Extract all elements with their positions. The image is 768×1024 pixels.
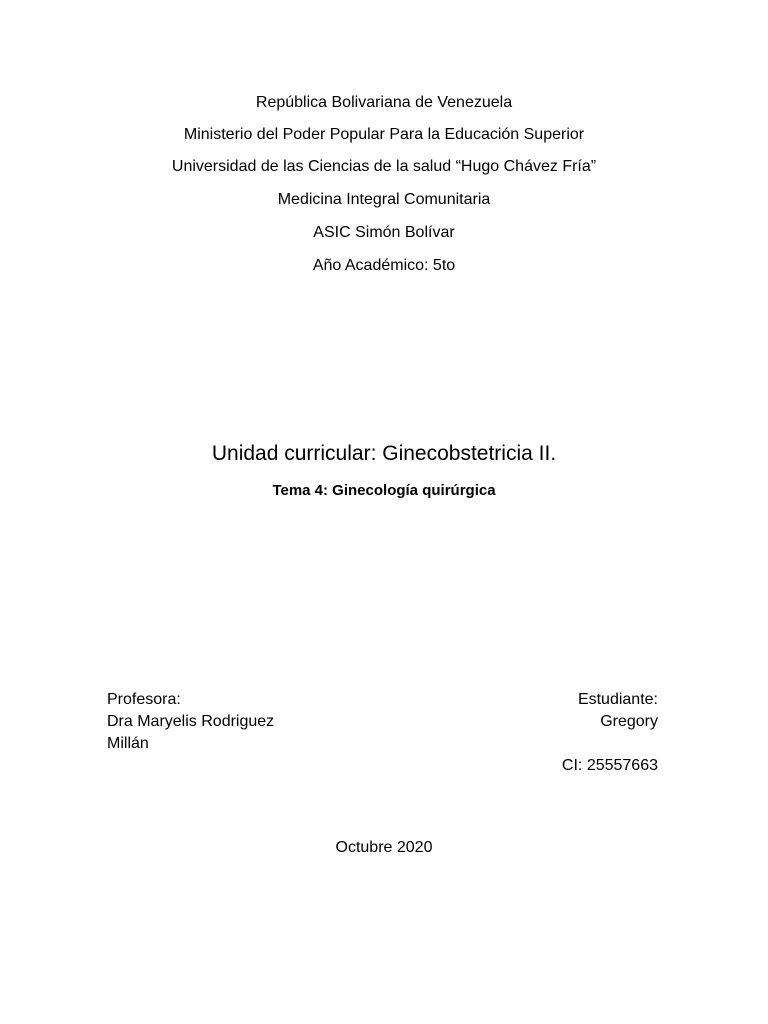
header-asic: ASIC Simón Bolívar [313,224,455,241]
header-academic-year: Año Académico: 5to [312,257,456,274]
professor-label: Profesora: [107,691,181,708]
spacer [562,733,658,755]
header-ministry: Ministerio del Poder Popular Para la Educación Superior [183,126,585,143]
professor-block [107,689,274,755]
student-block [562,689,658,777]
student-label: Estudiante: [577,691,658,708]
professor-name-line1: Dra Maryelis Rodriguez [107,713,275,730]
student-id: CI: 25557663 [561,757,658,774]
professor-name-line2: Millán [107,735,149,752]
student-name: Gregory [600,713,658,730]
header-country: República Bolivariana de Venezuela [255,94,513,111]
document-date: Octubre 2020 [335,839,433,856]
header-university: Universidad de las Ciencias de la salud “Hugo Chávez Fría” [171,158,597,175]
header-program: Medicina Integral Comunitaria [277,191,491,208]
course-topic: Tema 4: Ginecología quirúrgica [272,482,496,499]
course-title: Unidad curricular: Ginecobstetricia II. [211,442,557,465]
